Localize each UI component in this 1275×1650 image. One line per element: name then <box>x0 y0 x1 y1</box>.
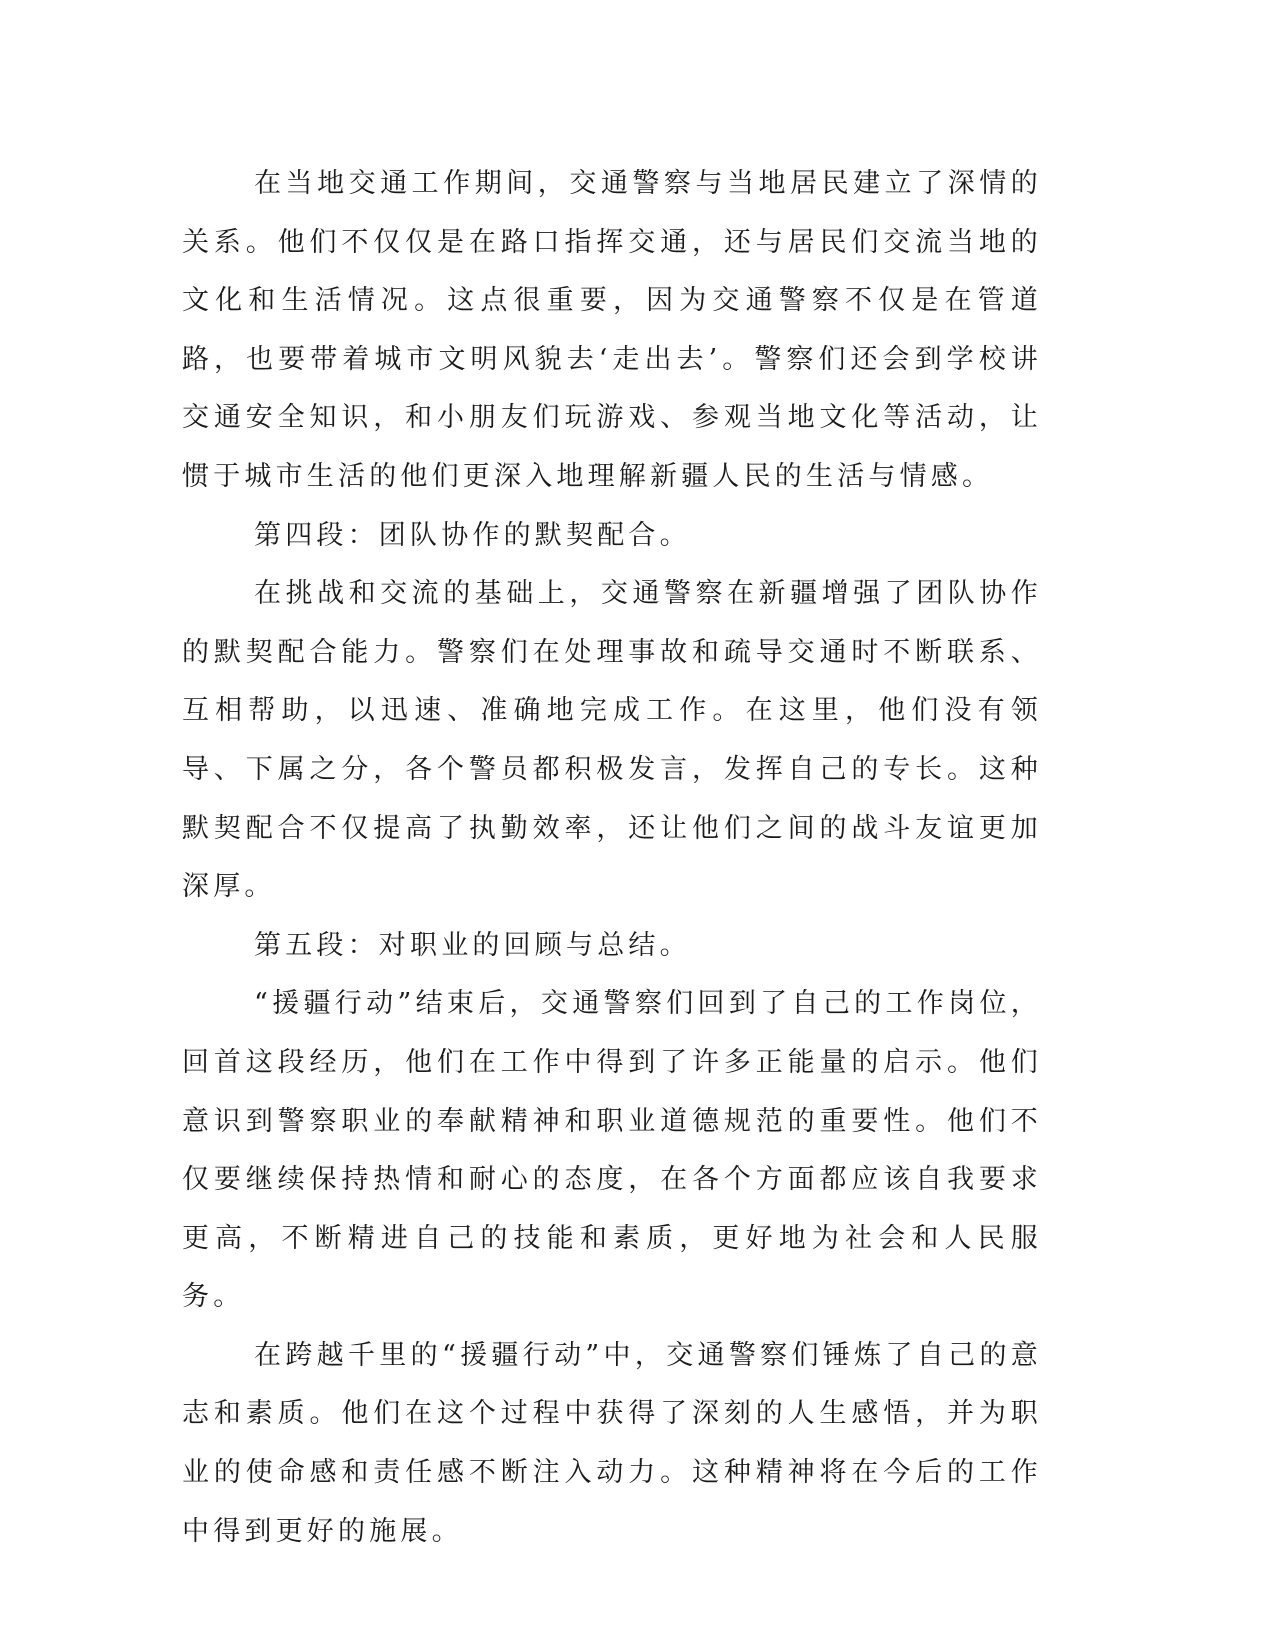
section-heading-4: 第四段：团队协作的默契配合。 <box>254 519 691 551</box>
paragraph-teamwork: 在挑战和交流的基础上，交通警察在新疆增强了团队协作的默契配合能力。警察们在处理事故和疏导交通时不断联系、互相帮助，以迅速、准确地完成工作。在这里，他们没有领导、下属之分，各个警员都积极发言，发挥自己的专长。这种默契配合不仅提高了执勤效率，还让他们之间的战斗友谊更加深厚。 <box>182 578 1042 903</box>
paragraph-career-review: “援疆行动”结束后，交通警察们回到了自己的工作岗位，回首这段经历，他们在工作中得到了许多正能量的启示。他们意识到警察职业的奉献精神和职业道德规范的重要性。他们不仅要继续保持热情和耐心的态度，在各个方面都应该自我要求更高，不断精进自己的技能和素质，更好地为社会和人民服务。 <box>182 988 1042 1313</box>
section-heading-5: 第五段：对职业的回顾与总结。 <box>254 929 691 961</box>
document-body <box>182 155 1042 1561</box>
paragraph-conclusion: 在跨越千里的“援疆行动”中，交通警察们锤炼了自己的意志和素质。他们在这个过程中获得了深刻的人生感悟，并为职业的使命感和责任感不断注入动力。这种精神将在今后的工作中得到更好的施展。 <box>182 1339 1042 1547</box>
paragraph-local-relations: 在当地交通工作期间，交通警察与当地居民建立了深情的关系。他们不仅仅是在路口指挥交通，还与居民们交流当地的文化和生活情况。这点很重要，因为交通警察不仅是在管道路，也要带着城市文明风貌去‘走出去’。警察们还会到学校讲交通安全知识，和小朋友们玩游戏、参观当地文化等活动，让惯于城市生活的他们更深入地理解新疆人民的生活与情感。 <box>182 168 1042 492</box>
